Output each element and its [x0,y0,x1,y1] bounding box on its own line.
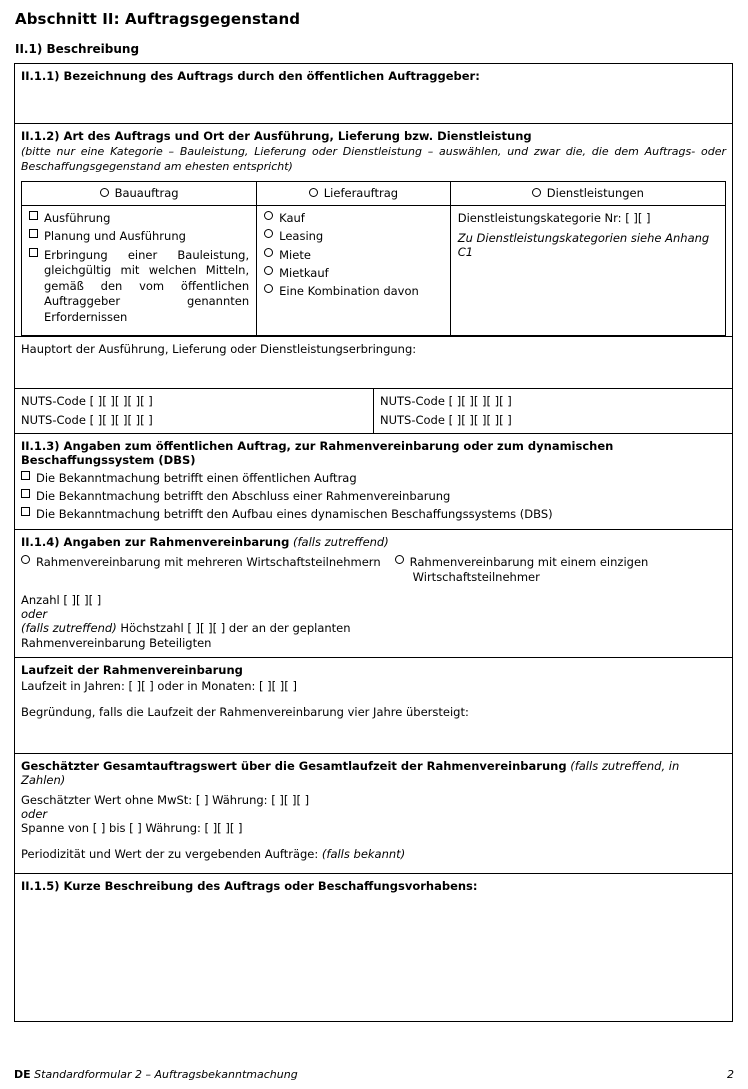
nuts-code-left-1[interactable]: NUTS-Code [ ][ ][ ][ ][ ] [21,394,153,409]
ii-1-5-heading: II.1.5) Kurze Beschreibung des Auftrags oder Beschaffungsvorhabens: [21,878,478,893]
gesamtwert-title: Geschätzter Gesamtauftragswert über die Gesamtlaufzeit der Rahmenvereinbarung [21,758,567,773]
hoechstzahl-label: Höchstzahl [ ][ ][ ] der an der geplanten [120,621,351,635]
option-kombination[interactable] [264,284,443,299]
gesamtwert-heading-row [21,759,726,787]
option-ausfuehrung[interactable] [29,211,249,226]
section-ii-1-3 [14,433,733,530]
footer-page-number: 2 [727,1068,734,1081]
option-planung-ausfuehrung[interactable] [29,229,249,244]
spanne-line[interactable]: Spanne von [ ] bis [ ] Währung: [ ][ ][ ] [21,820,243,835]
framework-options-table [21,555,726,585]
nuts-code-right-2[interactable]: NUTS-Code [ ][ ][ ][ ][ ] [380,412,512,427]
checkbox-oeffentlicher-auftrag[interactable] [21,471,30,480]
checkbox-ausfuehrung[interactable] [29,211,38,220]
contract-type-table [21,181,726,336]
option-kauf[interactable] [264,211,443,226]
label-miete: Miete [279,247,311,262]
option-erbringung-bauleistung[interactable] [29,248,249,326]
footer-left [14,1068,298,1081]
subsection-heading [15,42,734,56]
page-footer [14,1068,734,1081]
periodizitaet-label: Periodizität und Wert der zu vergebenden Aufträge: [21,846,319,861]
nuts-left-cell[interactable] [15,389,374,434]
anzahl-line[interactable]: Anzahl [ ][ ][ ] [21,593,102,607]
option-rahmen-mehrere[interactable] [21,555,395,570]
radio-kauf[interactable] [264,211,273,220]
option-miete[interactable] [264,248,443,263]
label-dbs: Die Bekanntmachung betrifft den Aufbau eines dynamischen Beschaffungssystems (DBS) [36,507,553,522]
footer-country-code: DE [14,1068,31,1081]
services-options-cell [450,206,725,336]
footer-form-text: Standardformular 2 – Auftragsbekanntmachung [34,1068,298,1081]
type-label-services: Dienstleistungen [546,185,644,200]
gesamtwert-note: (falls zutreffend, in Zahlen) [21,758,680,787]
main-site-section [14,336,733,389]
services-category-line[interactable]: Dienstleistungskategorie Nr: [ ][ ] [457,211,651,226]
ii-1-1-heading: II.1.1) Bezeichnung des Auftrags durch den öffentlichen Auftraggeber: [21,69,480,83]
type-header-works[interactable] [22,181,257,206]
label-rahmenvereinbarung: Die Bekanntmachung betrifft den Abschluss einer Rahmenvereinbarung [36,489,451,504]
checkbox-erbringung-bauleistung[interactable] [29,248,38,257]
ii-1-4-box [15,529,733,657]
nuts-section [14,388,733,434]
checkbox-rahmenvereinbarung[interactable] [21,489,30,498]
radio-kombination[interactable] [264,284,273,293]
option-rahmen-einzeln[interactable] [395,555,726,585]
ii-1-4-heading: II.1.4) Angaben zur Rahmenvereinbarung [21,534,290,549]
label-kombination: Eine Kombination davon [279,283,419,298]
nuts-code-left-2[interactable]: NUTS-Code [ ][ ][ ][ ][ ] [21,412,153,427]
option-dbs[interactable] [21,507,726,522]
main-site-label: Hauptort der Ausführung, Lieferung oder Dienstleistungserbringung: [21,342,417,357]
radio-bauauftrag[interactable] [100,188,109,197]
type-header-supplies[interactable] [257,181,451,206]
wert-oder: oder [21,806,48,821]
checkbox-planung-ausfuehrung[interactable] [29,229,38,238]
periodizitaet-note: (falls bekannt) [321,846,406,861]
radio-mietkauf[interactable] [264,266,273,275]
label-mietkauf: Mietkauf [279,265,329,280]
section-ii-1-4 [14,529,733,658]
supplies-options-cell [257,206,451,336]
subsection-label: Beschreibung [46,42,140,56]
label-oeffentlicher-auftrag: Die Bekanntmachung betrifft einen öffentlichen Auftrag [36,471,357,486]
works-options-cell [22,206,257,336]
radio-lieferauftrag[interactable] [309,188,318,197]
ii-1-4-heading-note: (falls zutreffend) [293,534,389,549]
label-rahmen-einzeln-line1: Rahmenvereinbarung mit einem einzigen [409,554,649,569]
framework-multi-cell [21,555,395,585]
contract-type-header-row [22,181,726,206]
ii-1-1-box[interactable] [15,64,733,124]
main-site-box[interactable] [15,337,733,389]
begruendung-label[interactable]: Begründung, falls die Laufzeit der Rahmenvereinbarung vier Jahre übersteigt: [21,704,469,719]
option-oeffentlicher-auftrag[interactable] [21,471,726,486]
page-title: Abschnitt II: Auftragsgegenstand [15,10,301,28]
hoechstzahl-note: (falls zutreffend) [21,621,117,635]
periodizitaet-row[interactable] [21,847,726,861]
ii-1-5-box[interactable] [15,873,733,1021]
type-header-services[interactable] [450,181,725,206]
option-mietkauf[interactable] [264,266,443,281]
label-rahmen-einzeln [410,555,649,585]
label-leasing: Leasing [279,229,324,244]
radio-miete[interactable] [264,248,273,257]
subsection-number: II.1) [15,42,43,56]
ii-1-3-box [15,434,733,530]
checkbox-dbs[interactable] [21,507,30,516]
ii-1-2-heading: II.1.2) Art des Auftrags und Ort der Ausführung, Lieferung bzw. Dienstleistung [21,129,532,143]
framework-value-section [14,753,733,874]
framework-duration-box [15,657,733,753]
anzahl-oder: oder [21,607,48,621]
hoechstzahl-line1[interactable] [21,621,726,636]
label-ausfuehrung: Ausführung [44,211,111,226]
ii-1-4-heading-row [21,535,726,549]
laufzeit-line[interactable]: Laufzeit in Jahren: [ ][ ] oder in Monaten: [ ][ ][ ] [21,678,297,693]
radio-leasing[interactable] [264,229,273,238]
contract-type-options-row [22,206,726,336]
nuts-right-cell[interactable] [374,389,733,434]
section-ii-1-2 [14,123,733,337]
type-label-supplies: Lieferauftrag [323,185,399,200]
nuts-code-right-1[interactable]: NUTS-Code [ ][ ][ ][ ][ ] [380,394,512,409]
framework-duration-section [14,657,733,754]
option-leasing[interactable] [264,229,443,244]
ii-1-2-subnote: (bitte nur eine Kategorie – Bauleistung, Lieferung oder Dienstleistung – auswählen, und zwar die, die dem Auftrags- oder Beschaffungsgegenstand am ehesten entspricht) [21,145,726,173]
radio-rahmen-einzeln[interactable] [395,555,404,564]
label-rahmen-einzeln-line2: Wirtschaftsteilnehmer [412,569,540,584]
framework-value-box [15,753,733,873]
ii-1-3-heading: II.1.3) Angaben zum öffentlichen Auftrag, zur Rahmenvereinbarung oder zum dynamischen Beschaffungssystem (DBS) [21,439,614,468]
radio-rahmen-mehrere[interactable] [21,555,30,564]
label-erbringung-bauleistung: Erbringung einer Bauleistung, gleichgültig mit welchen Mitteln, gemäß den vom öffentlichen Auftraggeber genannten Erfordernissen [44,247,250,324]
label-rahmen-mehrere: Rahmenvereinbarung mit mehreren Wirtschaftsteilnehmern [36,554,381,569]
radio-dienstleistungen[interactable] [532,188,541,197]
label-planung-ausfuehrung: Planung und Ausführung [44,229,186,244]
framework-single-cell [395,555,726,585]
label-kauf: Kauf [279,211,305,226]
wert-ohne-mwst-line[interactable]: Geschätzter Wert ohne MwSt: [ ] Währung: [ ][ ][ ] [21,792,310,807]
laufzeit-title: Laufzeit der Rahmenvereinbarung [21,662,243,677]
option-rahmenvereinbarung[interactable] [21,489,726,504]
type-label-works: Bauauftrag [114,185,179,200]
ii-1-2-box [15,124,733,337]
services-category-note: Zu Dienstleistungskategorien siehe Anhang C1 [457,231,710,260]
hoechstzahl-line2: Rahmenvereinbarung Beteiligten [21,635,212,650]
section-ii-1-1 [14,63,733,124]
section-ii-1-5 [14,873,733,1022]
